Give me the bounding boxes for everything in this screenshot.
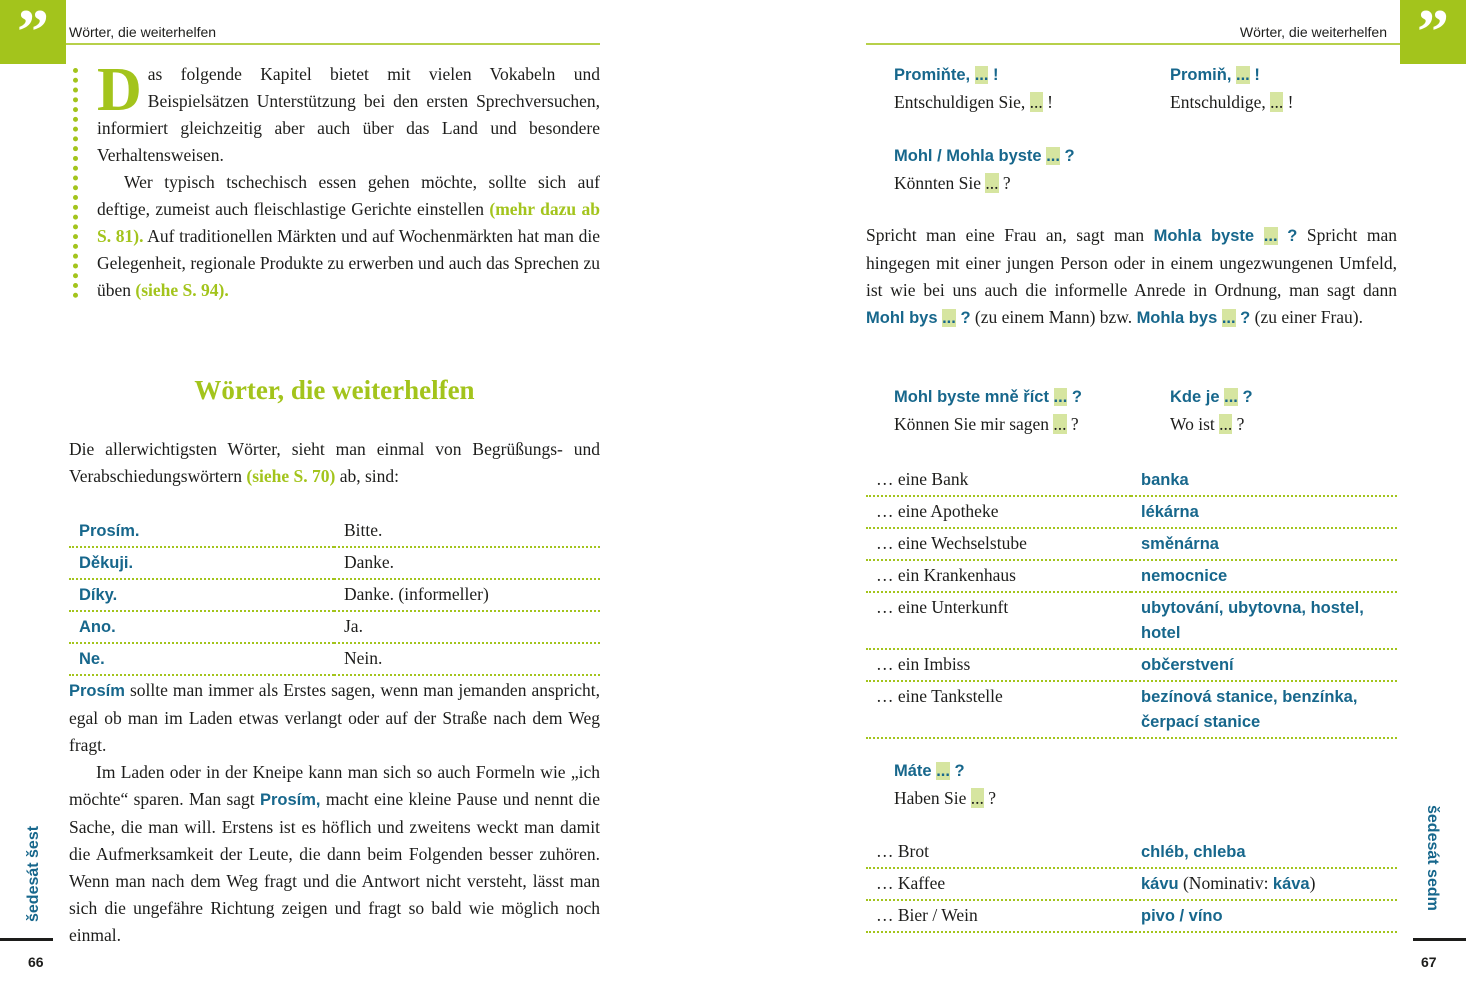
table-row	[866, 681, 1397, 738]
page-side-label: šedesát sedm	[1424, 805, 1441, 911]
german-cell	[334, 547, 600, 579]
czech-term: Mohl bys	[866, 309, 943, 327]
german-cell	[866, 465, 1131, 496]
table-row	[69, 579, 600, 611]
text-segment: ?	[1066, 414, 1079, 434]
german-cell	[334, 516, 600, 547]
german-cell	[866, 528, 1131, 560]
text-segment: Die allerwichtigsten Wörter, sieht man einmal von Begrüßungs- und Verabschiedungswörtern	[69, 439, 600, 486]
czech-term: ubytování, ubytovna, hostel, hotel	[1141, 599, 1364, 642]
page-number: 67	[1421, 954, 1437, 970]
czech-term: Děkuji.	[79, 554, 134, 572]
text-segment: … eine Wechselstube	[876, 533, 1027, 553]
text-segment: Nein.	[344, 648, 383, 668]
czech-cell	[1131, 496, 1397, 528]
placeholder-highlight: ...	[936, 762, 950, 780]
czech-cell	[1131, 837, 1397, 868]
table-row	[69, 516, 600, 547]
czech-cell	[69, 611, 334, 643]
text-segment: Wo ist	[1170, 414, 1220, 434]
czech-term: !	[988, 66, 999, 84]
text-segment: Im Laden oder in der Kneipe kann man sich so auch Formeln wie „ich möchte“ sparen. Man sagt	[69, 762, 600, 809]
text-segment: (zu einer Frau).	[1250, 307, 1363, 327]
german-cell	[334, 579, 600, 611]
placeholder-highlight: ...	[985, 173, 999, 193]
text-segment: Können Sie mir sagen	[894, 414, 1054, 434]
vocab-table	[866, 465, 1397, 739]
table-row	[866, 649, 1397, 681]
phrase-pair	[1170, 61, 1293, 116]
czech-term: Mohl byste mně říct	[894, 388, 1054, 406]
german-cell	[866, 496, 1131, 528]
czech-term: Mohla byste	[1153, 227, 1264, 245]
czech-term: ?	[1235, 309, 1251, 327]
text-segment: Spricht man hingegen mit einer jungen Person oder in einem ungezwungenen Umfeld, ist wie bei uns auch die informelle Anrede in Ordnung, man sagt dann	[866, 225, 1398, 300]
german-cell	[866, 560, 1131, 592]
text-segment: !	[1283, 92, 1294, 112]
text-segment: as folgende Kapitel bietet mit vielen Vokabeln und Beispielsätzen Unterstützung bei den ersten Sprechversuchen, informiert gleichzeitig aber auch über das Land und besondere Verhaltensweisen.	[97, 64, 600, 165]
table-row	[866, 900, 1397, 932]
paragraph	[69, 677, 600, 949]
text-segment: Danke.	[344, 552, 395, 572]
text-segment: … Bier / Wein	[876, 905, 978, 925]
table-row	[69, 547, 600, 579]
text-segment: … ein Imbiss	[876, 654, 971, 674]
czech-cell	[1131, 592, 1397, 649]
placeholder-highlight: ...	[1221, 309, 1236, 327]
czech-term: Prosím.	[79, 522, 140, 540]
text-segment: … Kaffee	[876, 873, 946, 893]
czech-term: ?	[1277, 227, 1298, 245]
paragraph	[69, 436, 600, 490]
czech-term: ?	[1237, 388, 1253, 406]
placeholder-highlight: ...	[942, 309, 956, 327]
czech-term: chléb, chleba	[1141, 843, 1246, 861]
table-row	[866, 528, 1397, 560]
text-segment: ?	[998, 173, 1011, 193]
placeholder-highlight: ...	[1219, 414, 1233, 434]
czech-term: ?	[949, 762, 965, 780]
czech-term: Mohla bys	[1136, 309, 1222, 327]
czech-term: nemocnice	[1141, 567, 1228, 585]
czech-cell	[69, 643, 334, 675]
text-segment: Bitte.	[344, 520, 383, 540]
text-segment: … eine Bank	[876, 469, 969, 489]
czech-term: Kde je	[1170, 388, 1225, 406]
text-segment: Ja.	[344, 616, 363, 636]
czech-cell	[69, 547, 334, 579]
czech-term: pivo / víno	[1141, 907, 1223, 925]
table-row	[866, 465, 1397, 496]
czech-term: Promiň,	[1170, 66, 1237, 84]
page-number: 66	[28, 954, 44, 970]
text-segment: ab, sind:	[335, 466, 400, 486]
placeholder-highlight: ...	[1224, 388, 1238, 406]
czech-term: Mohl / Mohla byste	[894, 147, 1047, 165]
quotation-mark-icon: ”	[1400, 0, 1466, 64]
text-segment: Könnten Sie	[894, 173, 986, 193]
phrase-pair	[1170, 383, 1253, 438]
text-segment: … eine Apotheke	[876, 501, 999, 521]
drop-cap: D	[97, 56, 142, 124]
placeholder-highlight: ...	[1270, 92, 1284, 112]
text-segment: (Nominativ:	[1178, 873, 1273, 893]
placeholder-highlight: ...	[1053, 388, 1068, 406]
czech-term: Prosím	[69, 682, 125, 700]
czech-cell	[1131, 649, 1397, 681]
text-segment: Wer typisch tschechisch essen gehen möchte, sollte sich auf deftige, zumeist auch fleischlastige Gerichte einstellen	[97, 172, 600, 219]
phrase-pair	[894, 383, 1082, 438]
czech-term: směnárna	[1141, 535, 1219, 553]
german-cell	[866, 900, 1131, 932]
text-segment: … ein Krankenhaus	[876, 565, 1016, 585]
german-cell	[866, 649, 1131, 681]
header-rule	[66, 43, 600, 45]
text-segment: Spricht man eine Frau an, sagt man	[866, 225, 1154, 245]
text-segment: )	[1309, 873, 1316, 893]
german-cell	[334, 643, 600, 675]
czech-term: káva	[1272, 875, 1310, 893]
text-segment: !	[1042, 92, 1053, 112]
header-rule	[866, 43, 1400, 45]
czech-cell	[1131, 528, 1397, 560]
page-side-label: šedesát šest	[25, 825, 42, 922]
footer-rule	[1413, 938, 1466, 941]
page-reference: (mehr dazu ab S. 81).	[97, 199, 600, 246]
german-cell	[866, 837, 1131, 868]
czech-term: Ano.	[79, 618, 116, 636]
page-reference: (siehe S. 94).	[135, 280, 229, 300]
text-segment: Auf traditionellen Märkten und auf Wochenmärkten hat man die Gelegenheit, regionale Produkte zu erwerben und auch das Sprechen zu üben	[97, 226, 601, 300]
czech-term: Díky.	[79, 586, 118, 604]
czech-term: kávu	[1141, 875, 1179, 893]
page-reference: (siehe S. 70)	[246, 466, 336, 486]
table-row	[866, 868, 1397, 900]
footer-rule	[0, 938, 53, 941]
vocab-table	[866, 837, 1397, 933]
table-row	[866, 560, 1397, 592]
text-segment: ?	[1232, 414, 1245, 434]
czech-term: Prosím,	[260, 791, 321, 809]
text-segment: Entschuldige,	[1170, 92, 1271, 112]
czech-term: bezínová stanice, benzínka, čerpací stanice	[1141, 688, 1358, 731]
czech-term: banka	[1141, 471, 1189, 489]
text-segment: Haben Sie	[894, 788, 971, 808]
text-segment: … eine Unterkunft	[876, 597, 1009, 617]
table-row	[69, 611, 600, 643]
czech-term: Máte	[894, 762, 937, 780]
czech-term: Ne.	[79, 650, 105, 668]
czech-term: ?	[1067, 388, 1082, 406]
german-cell	[866, 592, 1131, 649]
czech-cell	[69, 579, 334, 611]
phrase-pair	[894, 61, 1053, 116]
text-segment: … eine Tankstelle	[876, 686, 1003, 706]
placeholder-highlight: ...	[1046, 147, 1060, 165]
intro-text	[97, 56, 601, 304]
czech-cell	[1131, 560, 1397, 592]
placeholder-highlight: ...	[1236, 66, 1250, 84]
czech-term: Promiňte,	[894, 66, 975, 84]
german-cell	[866, 681, 1131, 738]
text-segment: macht eine kleine Pause und nennt die Sache, die man will. Erstens ist es höflich und zweitens weckt man damit die Aufmerksamkeit der Leute, die dann beim Folgenden besser zuhören. Wenn man nach dem Weg fragt und die Antwort nicht versteht, lässt man sich die ungefähre Richtung zeigen und fragt so bald wie möglich noch einmal.	[69, 789, 600, 945]
table-row	[866, 837, 1397, 868]
text-segment: Entschuldigen Sie,	[894, 92, 1030, 112]
czech-cell	[1131, 900, 1397, 932]
text-segment: … Brot	[876, 841, 929, 861]
running-header-left: Wörter, die weiterhelfen	[69, 24, 217, 40]
table-row	[866, 496, 1397, 528]
text-segment: ?	[983, 788, 997, 808]
czech-cell	[1131, 868, 1397, 900]
paragraph	[866, 222, 1397, 332]
german-cell	[334, 611, 600, 643]
german-cell	[866, 868, 1131, 900]
section-heading: Wörter, die weiterhelfen	[194, 375, 475, 405]
table-row	[866, 592, 1397, 649]
phrase-pair	[894, 757, 996, 812]
dotted-margin-line	[73, 68, 78, 298]
quotation-mark-icon: ”	[0, 0, 66, 64]
placeholder-highlight: ...	[1263, 227, 1278, 245]
running-header-right: Wörter, die weiterhelfen	[1239, 24, 1387, 40]
placeholder-highlight: ...	[970, 788, 984, 808]
czech-term: občerstvení	[1141, 656, 1234, 674]
placeholder-highlight: ...	[974, 66, 989, 84]
czech-term: ?	[1059, 147, 1075, 165]
placeholder-highlight: ...	[1053, 414, 1067, 434]
phrase-pair	[894, 142, 1075, 197]
czech-cell	[1131, 465, 1397, 496]
czech-term: !	[1249, 66, 1260, 84]
czech-cell	[1131, 681, 1397, 738]
text-segment: sollte man immer als Erstes sagen, wenn man jemanden anspricht, egal ob man im Laden etwas verlangt oder auf der Straße nach dem Weg fragt.	[69, 680, 600, 755]
czech-cell	[69, 516, 334, 547]
text-segment: (zu einem Mann) bzw.	[970, 307, 1137, 327]
czech-term: lékárna	[1141, 503, 1199, 521]
table-row	[69, 643, 600, 675]
czech-term: ?	[955, 309, 971, 327]
placeholder-highlight: ...	[1029, 92, 1043, 112]
vocab-table	[69, 516, 600, 676]
text-segment: Danke. (informeller)	[344, 584, 489, 604]
